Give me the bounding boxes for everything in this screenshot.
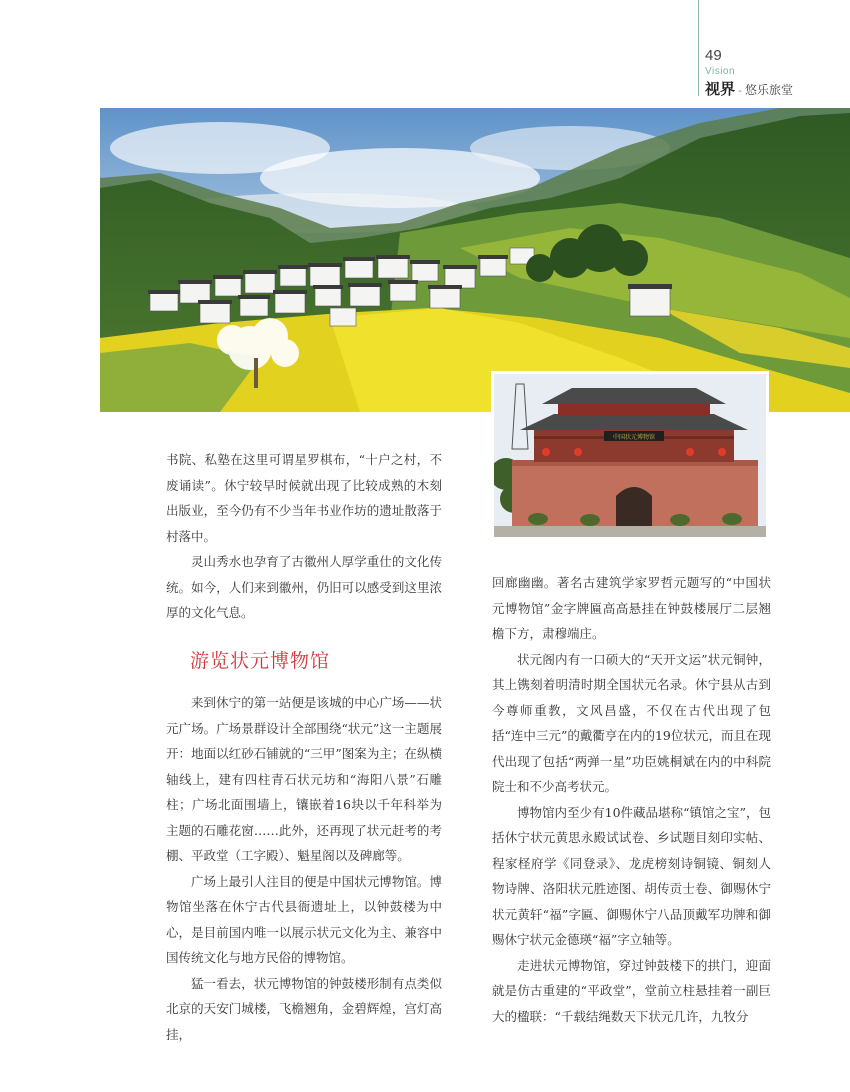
paragraph: 博物馆内至少有10件藏品堪称“镇馆之宝”，包括休宁状元黄思永殿试试卷、乡试题目刻印实帖、程家柽府学《同登录》、龙虎榜刻诗铜镜、铜刻人物诗牌、洛阳状元胜迹图、胡传贡士卷、御赐休宁状元黄轩“福”字匾、御赐休宁八品顶戴军功牌和御赐休宁状元金德瑛“福”字立轴等。	[492, 804, 771, 947]
paragraph: 回廊幽幽。著名古建筑学家罗哲元题写的“中国状元博物馆”金字牌匾高高悬挂在钟鼓楼展厅二层翘檐下方，肃穆端庄。	[492, 575, 771, 641]
paragraph: 状元阁内有一口硕大的“天开文运”状元铜钟，其上镌刻着明清时期全国状元名录。休宁县从古到今尊师重教，文风昌盛，不仅在古代出现了包括“连中三元”的戴衢亨在内的19位状元，而且在现代出现了包括“两弹一星”功臣姚桐斌在内的中科院院士和不少高考状元。	[492, 651, 771, 794]
section-subtitle: 悠乐旅堂	[745, 83, 794, 97]
paragraph: 来到休宁的第一站便是该城的中心广场——状元广场。广场景群设计全部围绕“状元”这一主题展开：地面以红砂石铺就的“三甲”图案为主；在纵横轴线上，建有四柱青石状元坊和“海阳八景”石雕柱；广场北面围墙上，镶嵌着16块以千年科举为主题的石雕花窗……此外，还再现了状元赶考的考棚、平政堂（工字殿）、魁星阁以及碑廊等。	[166, 695, 442, 863]
section-title: 视界	[705, 80, 736, 98]
vision-label: Vision	[705, 66, 736, 77]
left-text-column-body	[166, 690, 442, 1047]
page-number: 49	[705, 47, 722, 64]
section-separator: -	[738, 84, 742, 97]
section-heading: 游览状元博物馆	[190, 650, 331, 672]
paragraph: 猛一看去，状元博物馆的钟鼓楼形制有点类似北京的天安门城楼，飞檐翘角，金碧辉煌，宫灯高挂，	[166, 975, 442, 1042]
paragraph: 广场上最引人注目的便是中国状元博物馆。博物馆坐落在休宁古代县衙遗址上，以钟鼓楼为中心，是目前国内唯一以展示状元文化为主、兼容中国传统文化与地方民俗的博物馆。	[166, 873, 442, 965]
paragraph: 书院、私塾在这里可谓星罗棋布，“十户之村，不废诵读”。休宁较早时候就出现了比较成熟的木刻出版业，至今仍有不少当年书业作坊的遗址散落于村落中。	[166, 452, 442, 544]
village-landscape-illustration	[100, 108, 850, 412]
left-text-column	[166, 447, 442, 626]
museum-plaque-text: 中国状元博物馆	[612, 434, 656, 441]
main-photo	[100, 108, 850, 412]
header-divider	[698, 0, 699, 96]
section-label	[705, 78, 793, 99]
museum-tower-illustration	[494, 374, 766, 537]
right-text-column	[492, 570, 771, 1029]
paragraph: 灵山秀水也孕育了古徽州人厚学重仕的文化传统。如今，人们来到徽州，仍旧可以感受到这里浓厚的文化气息。	[166, 554, 442, 620]
paragraph: 走进状元博物馆，穿过钟鼓楼下的拱门，迎面就是仿古重建的“平政堂”，堂前立柱悬挂着一副巨大的楹联：“千载结绳数天下状元几许，九牧分	[492, 957, 771, 1024]
inset-photo	[494, 374, 766, 537]
